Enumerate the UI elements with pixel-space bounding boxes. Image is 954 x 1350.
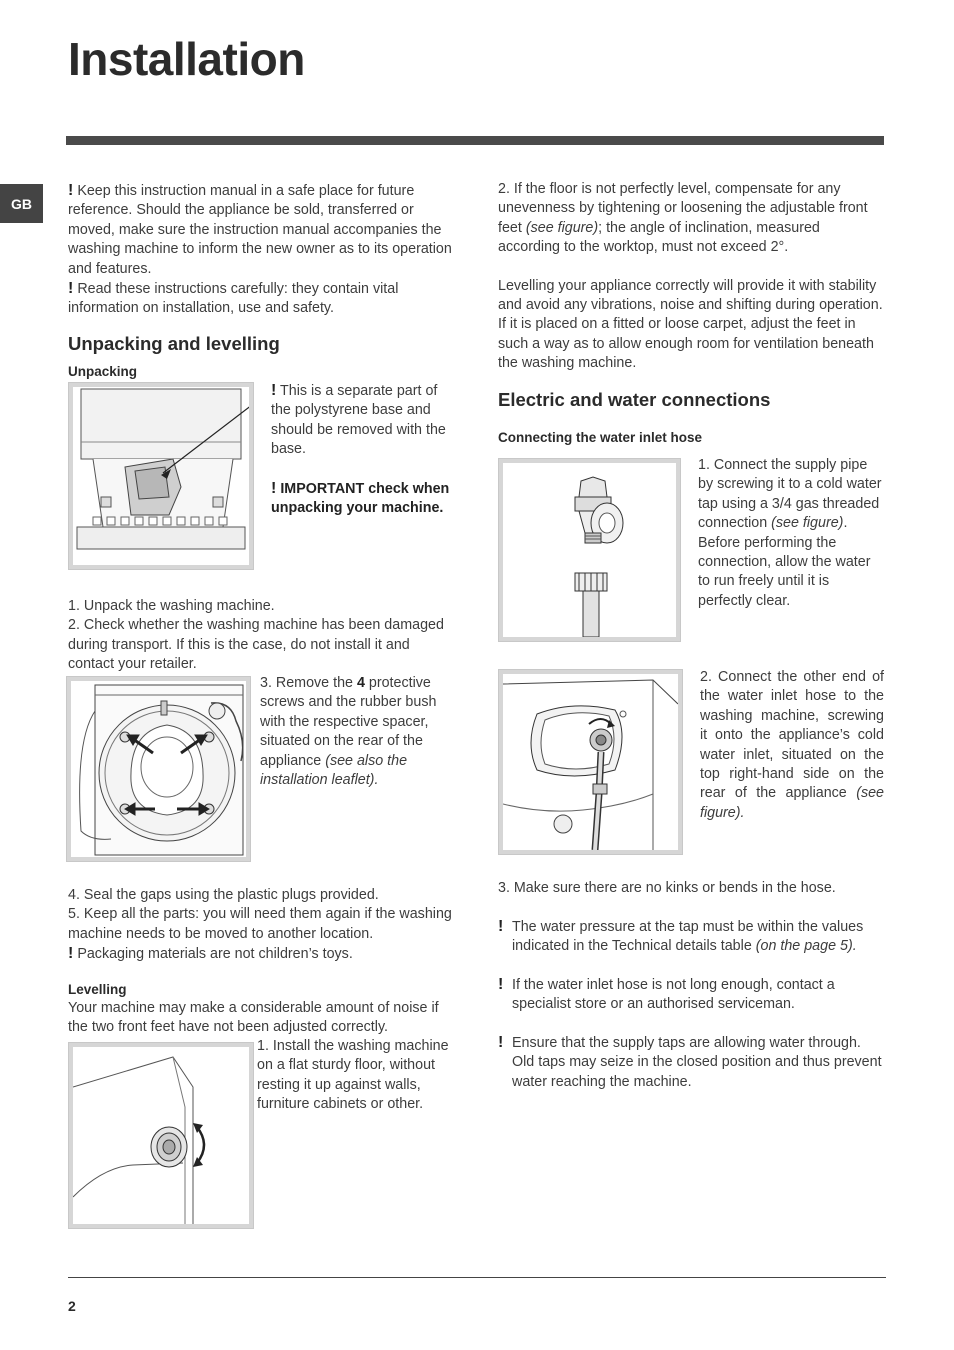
levelling-figure	[68, 1042, 254, 1229]
step3-text-a: 3. Remove the	[260, 675, 357, 691]
lev2-ref: (see figure)	[525, 219, 599, 236]
warning-mark: !	[68, 280, 74, 298]
hose-length-note	[498, 976, 882, 1015]
packaging-warning	[68, 944, 456, 964]
connection-step-2	[700, 668, 884, 823]
step-5: 5. Keep all the parts: you will need them again if the washing machine needs to be moved to another location.	[68, 906, 452, 942]
intro-text-1: Keep this instruction manual in a safe place for future reference. Should the appliance be sold, transferred or moved, make sure the instruction manual accompanies the washing machine to inform the new owner as to its operation and features.	[68, 183, 452, 277]
pressure-note	[498, 918, 882, 957]
adjustable-foot-illustration	[73, 1047, 249, 1224]
c1-ref: (see figure)	[771, 515, 844, 532]
connection-step-3: 3. Make sure there are no kinks or bends in the hose.	[498, 880, 836, 896]
n1-ref: (on the page 5).	[755, 938, 857, 955]
step3-text-c: protective screws and the rubber bush with the respective spacer, situated on the rear of the appliance	[260, 675, 437, 769]
step-4: 4. Seal the gaps using the plastic plugs provided.	[68, 887, 379, 903]
levelling-step-1: 1. Install the washing machine on a flat sturdy floor, without resting it up against walls, furniture cabinets or other.	[257, 1038, 449, 1113]
unpacking-figure	[68, 382, 254, 570]
warning-mark: !	[68, 182, 74, 199]
page-title: Installation	[68, 33, 305, 85]
n1-text-a: The water pressure at the tap must be within the values indicated in the Technical details table	[512, 919, 864, 955]
unpacking-note-1	[271, 381, 457, 460]
intro-text-2: Read these instructions carefully: they contain vital information on installation, use and safety.	[68, 281, 399, 317]
c1-text-a: 1. Connect the supply pipe by screwing it to a cold water tap using a 3/4 gas threaded connection	[698, 457, 882, 532]
rear-screws-figure	[66, 676, 251, 862]
step-3	[260, 674, 456, 790]
intro-paragraph-2	[68, 279, 453, 319]
inlet-figure	[498, 669, 683, 855]
note2-text: IMPORTANT check when unpacking your machine.	[271, 480, 450, 517]
machine-rear-illustration	[71, 681, 246, 857]
title-divider	[66, 136, 884, 145]
step-2: 2. Check whether the washing machine has been damaged during transport. If this is the case, do not install it and contact your retailer.	[68, 617, 444, 673]
warning-mark: !	[498, 1034, 504, 1051]
warning-mark: !	[271, 479, 277, 497]
step3-ref: (see also the installation leaflet).	[260, 752, 408, 789]
c2-text-a: 2. Connect the other end of the water inlet hose to the washing machine, screwing it onto the appliance’s cold water inlet, situated on the top right-hand side on the rear of the appliance	[700, 669, 884, 802]
language-tab: GB	[0, 184, 43, 223]
warning-mark: !	[498, 918, 504, 935]
intro-paragraph-1	[68, 181, 453, 279]
intro-block	[68, 181, 453, 319]
page-number: 2	[68, 1298, 76, 1314]
warning-mark: !	[68, 945, 74, 963]
footer-divider	[68, 1277, 886, 1278]
levelling-step-2	[498, 180, 884, 258]
steps-4-5	[68, 886, 456, 965]
c1-line	[698, 456, 884, 534]
lev2-text-a: 2. If the floor is not perfectly level, compensate for any unevenness by tightening or loosening the adjustable front feet	[498, 181, 868, 236]
rear-inlet-illustration	[503, 674, 678, 850]
step-3-block	[260, 674, 456, 790]
unpacking-note-2	[271, 479, 457, 519]
n2-text: If the water inlet hose is not long enough, contact a specialist store or an authorised serviceman.	[512, 977, 835, 1013]
polystyrene-base-illustration	[73, 387, 249, 565]
c2-ref: (see figure).	[700, 785, 884, 821]
n3-text: Ensure that the supply taps are allowing water through. Old taps may seize in the closed position and thus prevent water reaching the machine.	[512, 1035, 882, 1090]
packaging-text: Packaging materials are not children’s toys.	[77, 946, 353, 963]
unpacking-notes	[271, 381, 457, 518]
subheading-levelling: Levelling	[68, 982, 127, 997]
subheading-unpacking: Unpacking	[68, 364, 138, 379]
step3-count: 4	[356, 675, 365, 691]
warning-mark: !	[498, 976, 504, 993]
tap-figure	[498, 458, 681, 642]
connection-step-1	[698, 456, 884, 611]
levelling-cont	[498, 180, 884, 374]
c1-text-c: .	[843, 515, 848, 532]
tap-connection-illustration	[503, 463, 676, 637]
pressure-note-text	[512, 918, 882, 957]
subheading-inlet-hose: Connecting the water inlet hose	[498, 430, 703, 445]
c1-before-text: Before performing the connection, allow the water to run freely until it is perfectly clear.	[698, 534, 871, 609]
section-heading-connections: Electric and water connections	[498, 389, 771, 410]
warning-mark: !	[271, 382, 277, 399]
note1-text: This is a separate part of the polystyrene base and should be removed with the base.	[271, 383, 446, 458]
lev2-text-c: ; the angle of inclination, measured according to the worktop, must not exceed 2°.	[498, 219, 820, 256]
taps-note	[498, 1034, 882, 1092]
steps-1-2	[68, 597, 456, 675]
step-1: 1. Unpack the washing machine.	[68, 598, 275, 614]
levelling-intro: Your machine may make a considerable amount of noise if the two front feet have not been adjusted correctly.	[68, 1000, 439, 1036]
section-heading-unpacking: Unpacking and levelling	[68, 333, 280, 354]
levelling-paragraph: Levelling your appliance correctly will provide it with stability and avoid any vibrations, noise and shifting during operation. If it is placed on a fitted or loose carpet, adjust the feet in such a way as to allow enough room for ventilation beneath the washing machine.	[498, 277, 883, 372]
